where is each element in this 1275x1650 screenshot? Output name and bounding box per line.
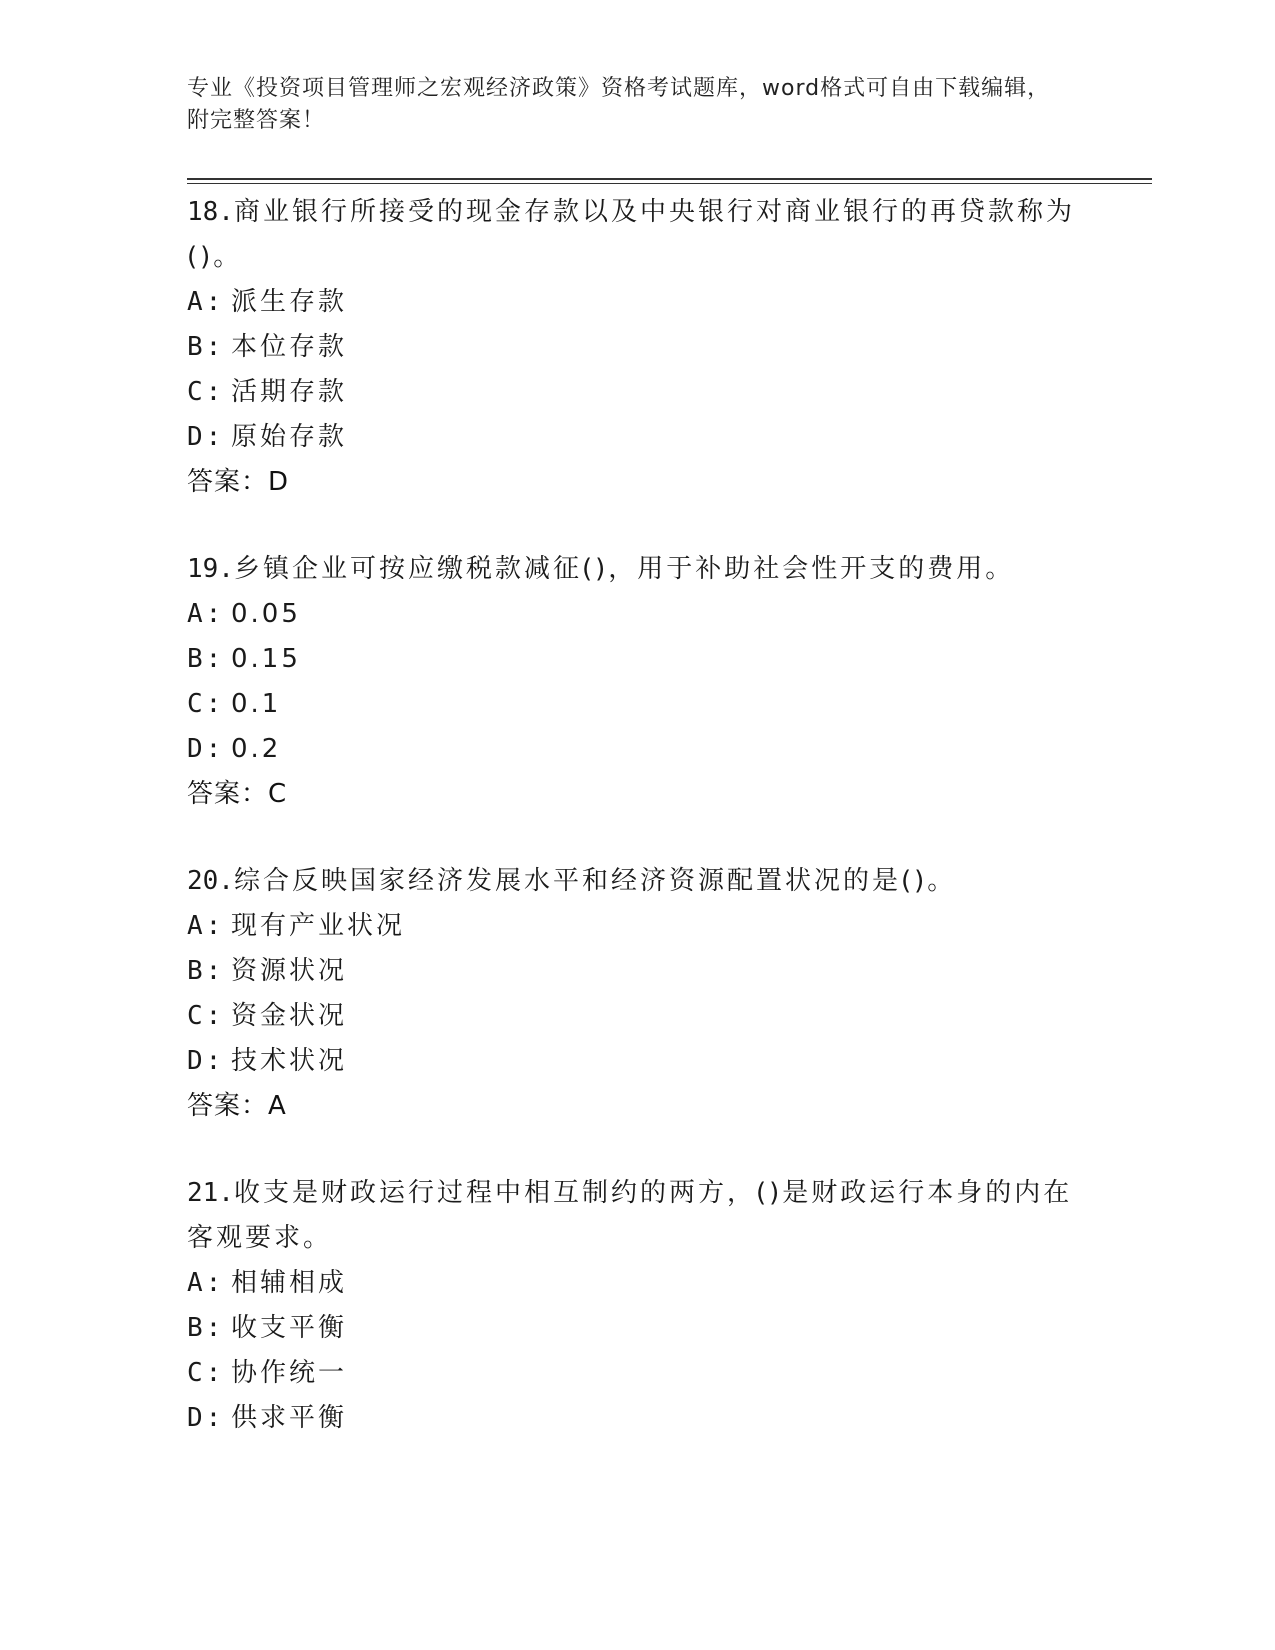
option-text: 0.15 (231, 644, 301, 674)
option-b (187, 325, 1087, 370)
option-c (187, 994, 1087, 1039)
option-a (187, 1261, 1087, 1306)
question-19 (187, 547, 1087, 817)
option-c (187, 1351, 1087, 1396)
answer-value: D (268, 467, 290, 497)
question-stem (187, 190, 1087, 280)
option-text: 相辅相成 (231, 1268, 348, 1298)
option-text: 0.1 (231, 689, 282, 719)
option-letter: C: (187, 1001, 225, 1031)
question-number: 21. (187, 1178, 234, 1208)
option-text: 收支平衡 (231, 1313, 348, 1343)
question-18 (187, 190, 1087, 505)
question-21 (187, 1171, 1087, 1441)
answer-value: C (268, 779, 288, 809)
option-d (187, 415, 1087, 460)
question-text: 收支是财政运行过程中相互制约的两方，()是财政运行本身的内在客观要求。 (187, 1178, 1073, 1253)
question-20 (187, 859, 1087, 1129)
option-letter: B: (187, 1313, 225, 1343)
option-text: 原始存款 (231, 422, 348, 452)
header-divider-thick (187, 178, 1152, 180)
option-d (187, 1039, 1087, 1084)
option-text: 本位存款 (231, 332, 348, 362)
answer-label: 答案： (187, 467, 269, 497)
option-letter: C: (187, 689, 225, 719)
option-c (187, 370, 1087, 415)
option-b (187, 637, 1087, 682)
answer-label: 答案： (187, 779, 269, 809)
document-header: 专业《投资项目管理师之宏观经济政策》资格考试题库，word格式可自由下载编辑，附完整答案！ (187, 76, 1051, 133)
option-letter: D: (187, 1046, 225, 1076)
option-d (187, 1396, 1087, 1441)
option-letter: C: (187, 1358, 225, 1388)
option-b (187, 949, 1087, 994)
question-number: 19. (187, 554, 234, 584)
option-b (187, 1306, 1087, 1351)
option-a (187, 280, 1087, 325)
option-d (187, 727, 1087, 772)
option-text: 资金状况 (231, 1001, 348, 1031)
option-a (187, 904, 1087, 949)
option-letter: D: (187, 1403, 225, 1433)
question-number: 20. (187, 866, 234, 896)
answer-line (187, 460, 1087, 505)
question-text: 乡镇企业可按应缴税款减征()，用于补助社会性开支的费用。 (233, 554, 1015, 584)
header-divider-thin (187, 183, 1152, 184)
option-text: 现有产业状况 (231, 911, 406, 941)
answer-line (187, 772, 1087, 817)
answer-line (187, 1084, 1087, 1129)
option-letter: B: (187, 956, 225, 986)
option-text: 供求平衡 (231, 1403, 348, 1433)
question-stem (187, 859, 1087, 904)
option-a (187, 592, 1087, 637)
question-list (187, 190, 1087, 1483)
option-letter: B: (187, 644, 225, 674)
answer-value: A (268, 1091, 287, 1121)
option-text: 技术状况 (231, 1046, 348, 1076)
option-letter: A: (187, 911, 225, 941)
option-letter: D: (187, 422, 225, 452)
option-letter: A: (187, 599, 225, 629)
option-text: 活期存款 (231, 377, 348, 407)
option-text: 0.05 (231, 599, 301, 629)
option-letter: B: (187, 332, 225, 362)
option-letter: A: (187, 1268, 225, 1298)
option-c (187, 682, 1087, 727)
question-stem (187, 547, 1087, 592)
option-letter: D: (187, 734, 225, 764)
answer-label: 答案： (187, 1091, 269, 1121)
option-letter: C: (187, 377, 225, 407)
option-letter: A: (187, 287, 225, 317)
question-stem (187, 1171, 1087, 1261)
question-text: 综合反映国家经济发展水平和经济资源配置状况的是()。 (233, 866, 957, 896)
option-text: 0.2 (231, 734, 282, 764)
option-text: 协作统一 (231, 1358, 348, 1388)
option-text: 派生存款 (231, 287, 348, 317)
option-text: 资源状况 (231, 956, 348, 986)
question-text: 商业银行所接受的现金存款以及中央银行对商业银行的再贷款称为()。 (187, 197, 1075, 272)
question-number: 18. (187, 197, 234, 227)
